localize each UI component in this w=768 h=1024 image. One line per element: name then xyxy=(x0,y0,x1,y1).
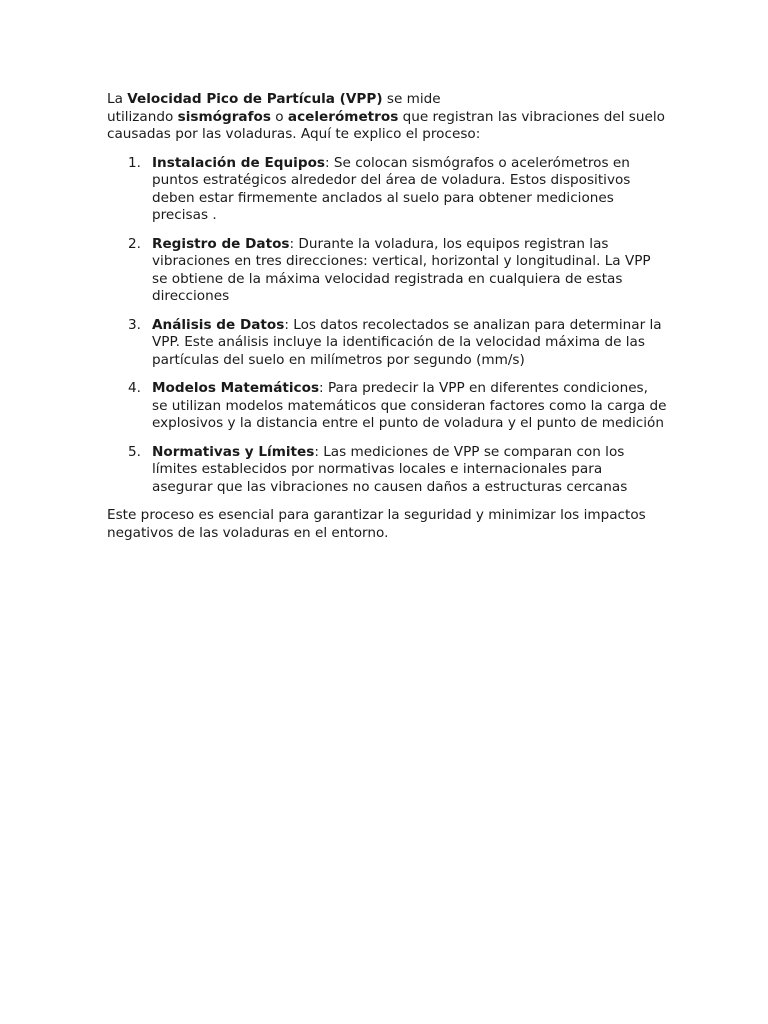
step-text: : Las mediciones de VPP se comparan con los límites establecidos por normativas locales e internacionales para asegurar que las vibraciones no causen daños a estructuras cercanas xyxy=(152,443,628,495)
intro-conj: o xyxy=(270,108,288,125)
intro-paragraph xyxy=(107,91,667,109)
document-page xyxy=(107,91,667,542)
step-text: : Se colocan sismógrafos o acelerómetros en puntos estratégicos alrededor del área de voladura. Estos dispositivos deben estar firmemente anclados al suelo para obtener mediciones precisas . xyxy=(152,154,631,223)
step-number: 1. xyxy=(128,154,141,171)
step-title: Modelos Matemáticos xyxy=(152,380,320,396)
closing-paragraph: Este proceso es esencial para garantizar la seguridad y minimizar los impactos negativos de las voladuras en el entorno. xyxy=(107,507,646,541)
step-text: : Para predecir la VPP en diferentes condiciones, se utilizan modelos matemáticos que consideran factores como la carga de explosivos y la distancia entre el punto de voladura y el punto de medición xyxy=(152,380,667,431)
step-title: Instalación de Equipos xyxy=(152,154,325,171)
step-text: : Los datos recolectados se analizan para determinar la VPP. Este análisis incluye la identificación de la velocidad máxima de las partículas del suelo en milímetros por segundo (mm/s) xyxy=(152,316,662,368)
step-number: 5. xyxy=(128,443,141,460)
intro-post: que registran las vibraciones del suelo causadas por las voladuras. Aquí te explico el proceso: xyxy=(107,108,665,142)
intro-bold-sismografos: sismógrafos xyxy=(177,108,271,125)
list-item xyxy=(107,236,667,306)
list-item xyxy=(107,444,667,497)
step-title: Registro de Datos xyxy=(152,235,290,252)
intro-line2-pre: utilizando xyxy=(107,108,178,125)
step-number: 2. xyxy=(128,235,141,252)
intro-pre: La xyxy=(107,91,128,107)
list-item xyxy=(107,317,667,370)
step-number: 4. xyxy=(128,380,141,396)
intro-term: Velocidad Pico de Partícula (VPP) xyxy=(127,91,383,107)
intro-paragraph-continued xyxy=(107,109,667,144)
list-item xyxy=(107,155,667,225)
step-title: Normativas y Límites xyxy=(152,443,315,460)
step-title: Análisis de Datos xyxy=(152,316,285,333)
process-steps-list xyxy=(107,155,667,497)
list-item xyxy=(107,380,667,433)
step-text: : Durante la voladura, los equipos registran las vibraciones en tres direcciones: vertical, horizontal y longitudinal. La VPP se obtiene de la máxima velocidad registrada en cualquiera de estas direcciones xyxy=(152,235,651,304)
intro-mid: se mide xyxy=(382,91,441,107)
intro-bold-acelerometros: acelerómetros xyxy=(287,108,399,125)
step-number: 3. xyxy=(128,316,141,333)
